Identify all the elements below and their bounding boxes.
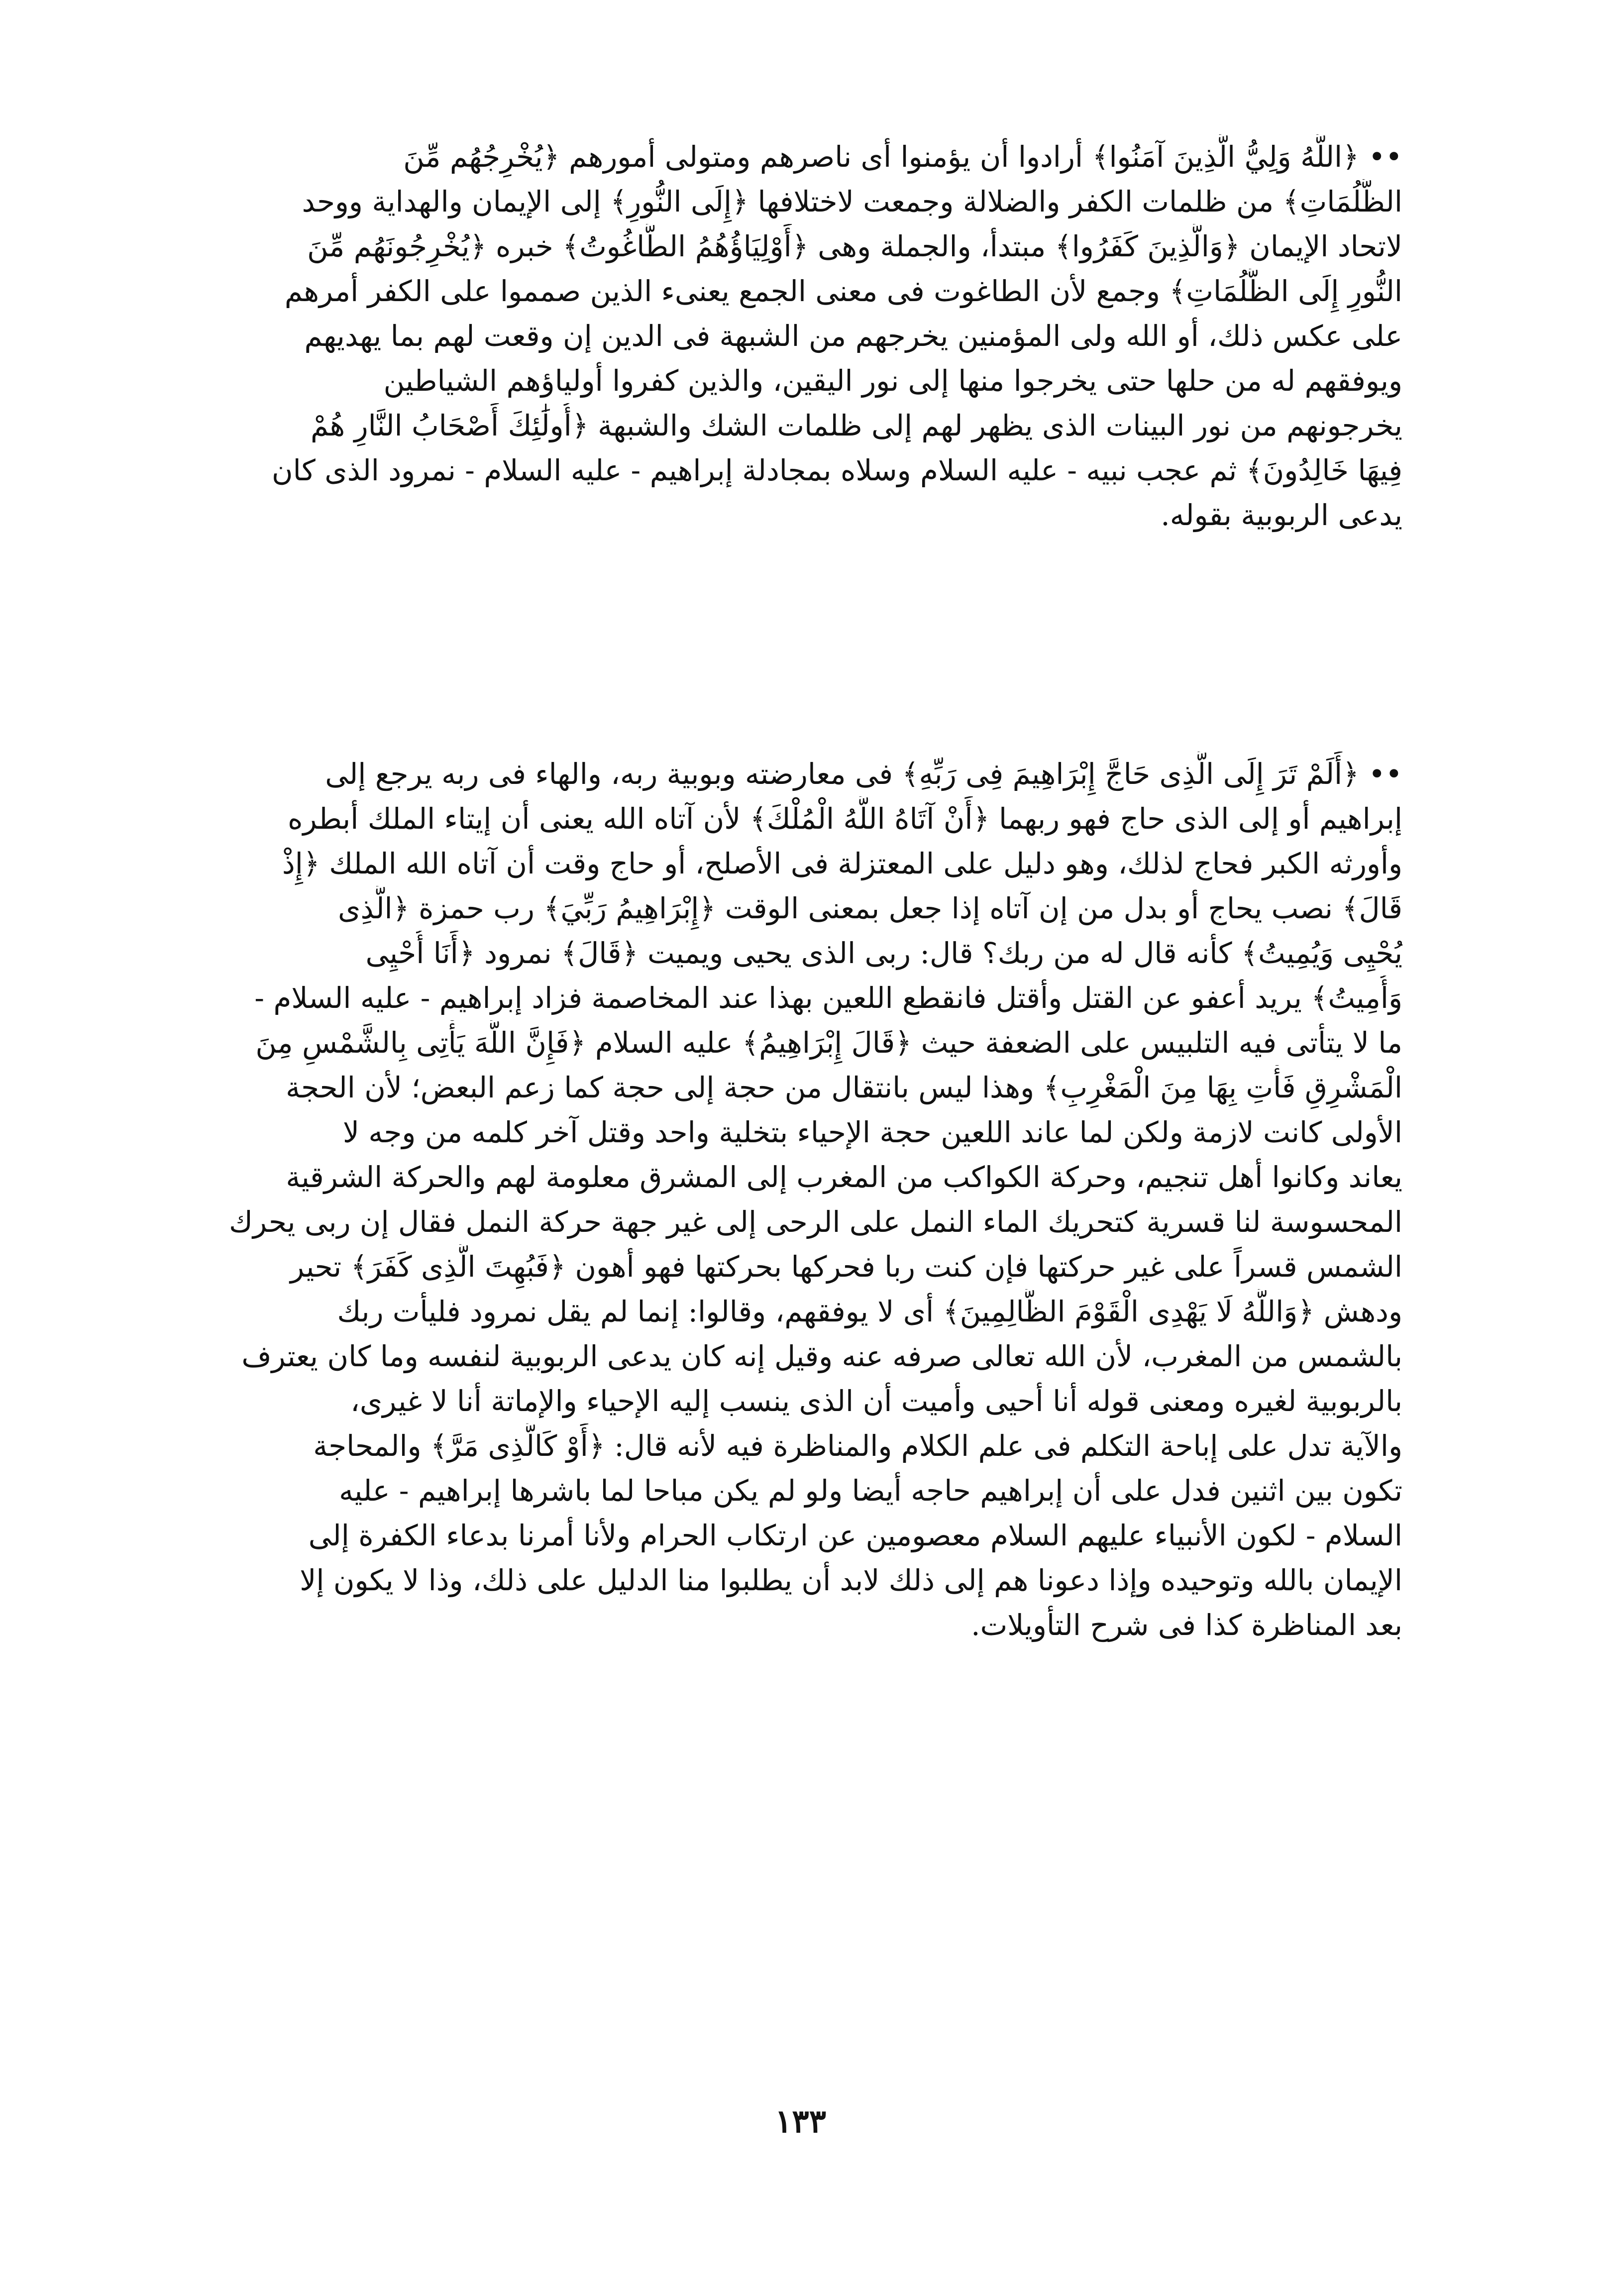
paragraph-1	[199, 134, 1402, 538]
text-line: الأولى كانت لازمة ولكن لما عاند اللعين حجة الإحياء بتخلية واحد وقتل آخر كلمه من وجه لا	[342, 1115, 1402, 1149]
text-line: ودهش ﴿وَاللَّهُ لَا يَهْدِى الْقَوْمَ الظَّالِمِينَ﴾ أى لا يوفقهم، وقالوا: إنما لم يقل نمرود فليأت ربك	[337, 1295, 1402, 1328]
text-line: الظُّلُمَاتِ﴾ من ظلمات الكفر والضلالة وجمعت لاختلافها ﴿إِلَى النُّورِ﴾ إلى الإيمان والهداية ووحد	[302, 185, 1402, 219]
text-line: فِيهَا خَالِدُونَ﴾ ثم عجب نبيه - عليه السلام وسلاه بمجادلة إبراهيم - عليه السلام - نمرود الذى كان	[271, 453, 1402, 487]
page-number: ١٣٣	[774, 2103, 827, 2140]
text-line: •• ﴿اللَّهُ وَلِيُّ الَّذِينَ آمَنُوا﴾ أرادوا أن يؤمنوا أى ناصرهم ومتولى أمورهم ﴿يُخْرِجُهُم مِّنَ	[403, 140, 1402, 174]
text-line: إبراهيم أو إلى الذى حاج فهو ربهما ﴿أَنْ آتَاهُ اللَّهُ الْمُلْكَ﴾ لأن آتاه الله يعنى أن إيتاء الملك أبطره	[288, 802, 1402, 836]
text-line: على عكس ذلك، أو الله ولى المؤمنين يخرجهم من الشبهة فى الدين إن وقعت لهم بما يهديهم	[304, 319, 1402, 353]
text-line: لاتحاد الإيمان ﴿وَالَّذِينَ كَفَرُوا﴾ مبتدأ، والجملة وهى ﴿أَوْلِيَاؤُهُمُ الطَّاغُوتُ﴾ خبره ﴿يُخْرِجُونَهُم مِّنَ	[307, 229, 1402, 263]
text-line: الشمس قسراً على غير حركتها فإن كنت ربا فحركها بحركتها فهو أهون ﴿فَبُهِتَ الَّذِى كَفَرَ﴾ تحير	[290, 1250, 1402, 1284]
text-line: بالربوبية لغيره ومعنى قوله أنا أحيى وأميت أن الذى ينسب إليه الإحياء والإماتة أنا لا غيرى،	[350, 1384, 1402, 1418]
text-line: يعاند وكانوا أهل تنجيم، وحركة الكواكب من المغرب إلى المشرق معلومة لهم والحركة الشرقية	[286, 1160, 1402, 1194]
text-line: السلام - لكون الأنبياء عليهم السلام معصومين عن ارتكاب الحرام ولأنا أمرنا بدعاء الكفرة إلى	[308, 1519, 1402, 1552]
text-line: ويوفقهم له من حلها حتى يخرجوا منها إلى نور اليقين، والذين كفروا أولياؤهم الشياطين	[383, 364, 1402, 398]
text-line: يُحْيِى وَيُمِيتُ﴾ كأنه قال له من ربك؟ قال: ربى الذى يحيى ويميت ﴿قَالَ﴾ نمرود ﴿أَنَا أُحْيِى	[365, 936, 1402, 970]
text-line: بالشمس من المغرب، لأن الله تعالى صرفه عنه وقيل إنه كان يدعى الربوبية لنفسه وما كان يعترف	[241, 1339, 1402, 1373]
text-line: يخرجونهم من نور البينات الذى يظهر لهم إلى ظلمات الشك والشبهة ﴿أُولَٰئِكَ أَصْحَابُ النَّارِ هُمْ	[311, 409, 1402, 442]
paragraph-2	[199, 752, 1402, 1647]
text-line: تكون بين اثنين فدل على أن إبراهيم حاجه أيضا ولو لم يكن مباحا لما باشرها إبراهيم - عليه	[339, 1474, 1402, 1508]
text-line: •• ﴿أَلَمْ تَرَ إِلَى الَّذِى حَاجَّ إِبْرَاهِيمَ فِى رَبِّهِ﴾ فى معارضته وبوبية ربه، والهاء فى ربه يرجع إلى	[325, 757, 1402, 791]
text-line: والآية تدل على إباحة التكلم فى علم الكلام والمناظرة فيه لأنه قال: ﴿أَوْ كَالَّذِى مَرَّ﴾ والمحاجة	[313, 1429, 1402, 1463]
text-line: قَالَ﴾ نصب يحاج أو بدل من إن آتاه إذا جعل بمعنى الوقت ﴿إِبْرَاهِيمُ رَبِّيَ﴾ رب حمزة ﴿الَّذِى	[338, 891, 1402, 925]
text-line: المحسوسة لنا قسرية كتحريك الماء النمل على الرحى إلى غير جهة حركة النمل فقال إن ربى يحرك	[229, 1205, 1402, 1239]
text-line: يدعى الربوبية بقوله.	[1161, 498, 1402, 532]
text-line: الإيمان بالله وتوحيده وإذا دعونا هم إلى ذلك لابد أن يطلبوا منا الدليل على ذلك، وذا لا يكون إلا	[300, 1563, 1402, 1597]
text-line: وأورثه الكبر فحاج لذلك، وهو دليل على المعتزلة فى الأصلح، أو حاج وقت أن آتاه الله الملك ﴿إِذْ	[282, 847, 1402, 880]
text-line: ما لا يتأتى فيه التلبيس على الضعفة حيث ﴿قَالَ إِبْرَاهِيمُ﴾ عليه السلام ﴿فَإِنَّ اللَّهَ يَأْتِى بِالشَّمْسِ مِنَ	[255, 1026, 1402, 1060]
text-line: بعد المناظرة كذا فى شرح التأويلات.	[971, 1608, 1402, 1642]
text-line: الْمَشْرِقِ فَأْتِ بِهَا مِنَ الْمَغْرِبِ﴾ وهذا ليس بانتقال من حجة إلى حجة كما زعم البعض؛ لأن الحجة	[286, 1071, 1402, 1104]
text-line: وَأُمِيتُ﴾ يريد أعفو عن القتل وأقتل فانقطع اللعين بهذا عند المخاصمة فزاد إبراهيم - عليه السلام -	[254, 981, 1402, 1015]
text-line: النُّورِ إِلَى الظُّلُمَاتِ﴾ وجمع لأن الطاغوت فى معنى الجمع يعنىء الذين صمموا على الكفر أمرهم	[284, 274, 1402, 308]
